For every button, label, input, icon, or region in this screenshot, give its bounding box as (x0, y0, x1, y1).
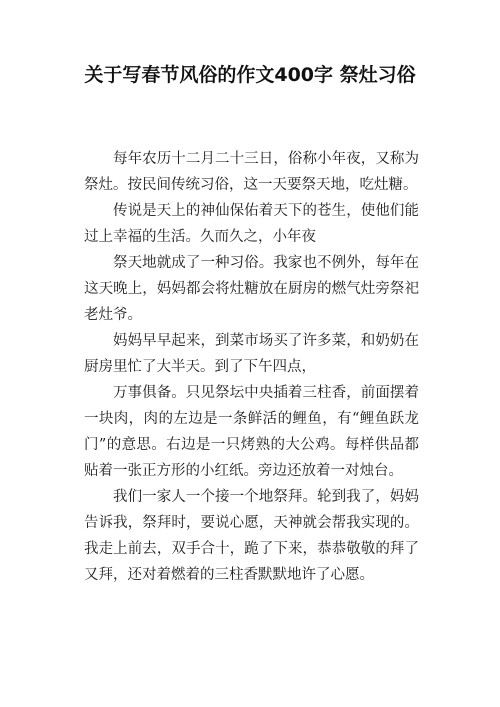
document-title: 关于写春节风俗的作文400字 祭灶习俗 (84, 64, 416, 86)
paragraph: 妈妈早早起来，到菜市场买了许多菜，和奶奶在厨房里忙了大半天。到了下午四点， (84, 333, 419, 375)
paragraph: 每年农历十二月二十三日，俗称小年夜，又称为祭灶。按民间传统习俗，这一天要祭天地，吃灶糖。 (84, 151, 419, 193)
paragraph: 祭天地就成了一种习俗。我家也不例外，每年在这天晚上，妈妈都会将灶糖放在厨房的燃气灶旁祭祀老灶爷。 (84, 255, 419, 323)
paragraph: 传说是天上的神仙保佑着天下的苍生，使他们能过上幸福的生活。久而久之，小年夜 (84, 203, 419, 245)
paragraph: 我们一家人一个接一个地祭拜。轮到我了，妈妈告诉我，祭拜时，要说心愿，天神就会帮我实现的。我走上前去，双手合十，跪了下来，恭恭敬敬的拜了又拜，还对着燃着的三柱香默默地许了心愿。 (84, 489, 419, 583)
document-body (84, 146, 419, 588)
paragraph: 万事俱备。只见祭坛中央插着三柱香，前面摆着一块肉，肉的左边是一条鲜活的鲤鱼，有“鲤鱼跃龙门”的意思。右边是一只烤熟的大公鸡。每样供品都贴着一张正方形的小红纸。旁边还放着一对烛台。 (84, 385, 419, 479)
